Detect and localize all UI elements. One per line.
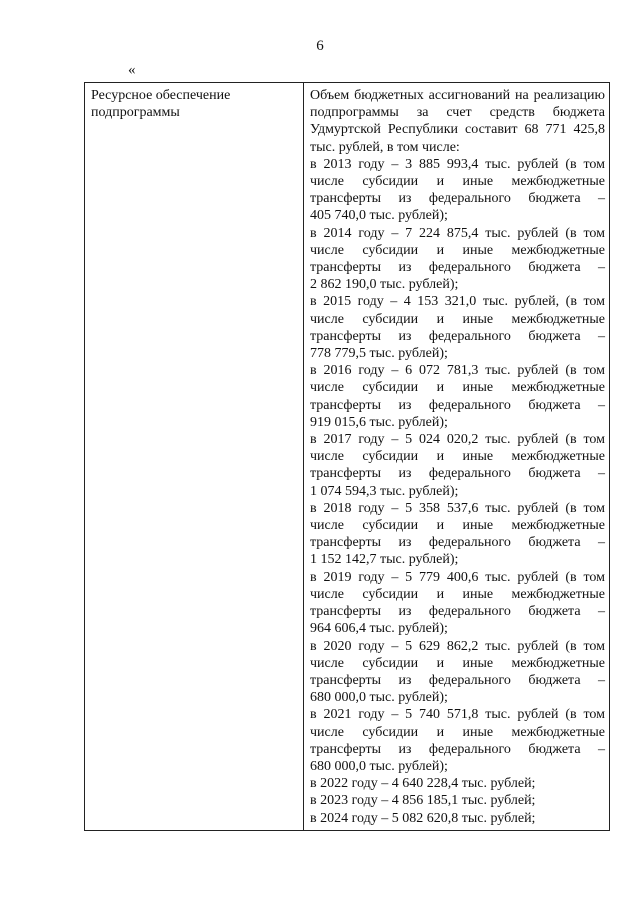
year-entry — [310, 156, 605, 225]
year-entry — [310, 569, 605, 638]
table-row — [85, 83, 610, 831]
row-label: Ресурсное обеспечение подпрограммы — [91, 88, 231, 121]
year-entry-line: числе субсидии и иные межбюджетные — [310, 518, 605, 534]
year-entry-line: трансферты из федерального бюджета – — [310, 328, 605, 344]
opening-quote-mark: « — [128, 62, 136, 78]
year-entry — [310, 638, 605, 707]
year-entry — [310, 293, 605, 362]
year-entry-simple: в 2022 году – 4 640 228,4 тыс. рублей; — [310, 776, 536, 792]
row-label-cell — [85, 83, 304, 831]
year-entry-line: числе субсидии и иные межбюджетные — [310, 655, 605, 671]
year-entry-line: числе субсидии и иные межбюджетные — [310, 174, 605, 190]
year-entry-tail: 2 862 190,0 тыс. рублей); — [310, 277, 459, 293]
year-entry-line: числе субсидии и иные межбюджетные — [310, 380, 605, 396]
year-entry-line: трансферты из федерального бюджета – — [310, 672, 605, 688]
simple-year-list — [310, 775, 605, 827]
year-entry-tail: 1 152 142,7 тыс. рублей); — [310, 552, 459, 568]
year-entry — [310, 431, 605, 500]
year-entry-line: трансферты из федерального бюджета – — [310, 604, 605, 620]
year-entry-tail: 964 606,4 тыс. рублей); — [310, 621, 448, 637]
year-entry-lead: в 2019 году – 5 779 400,6 тыс. рублей (в том — [310, 569, 605, 585]
year-entry-line: числе субсидии и иные межбюджетные — [310, 311, 605, 327]
year-entry-tail: 1 074 594,3 тыс. рублей); — [310, 483, 459, 499]
year-entry — [310, 706, 605, 775]
year-entry-lead: в 2015 году – 4 153 321,0 тыс. рублей, (в том — [310, 294, 605, 310]
year-list — [310, 156, 605, 775]
funding-intro: Объем бюджетных ассигнований на реализацию подпрограммы за счет средств бюджета Удмуртской Республики составит 68 771 425,8 тыс. рублей, в том числе: — [310, 88, 605, 155]
year-entry-tail: 680 000,0 тыс. рублей); — [310, 690, 448, 706]
row-content-cell — [304, 83, 610, 831]
year-entry-line: трансферты из федерального бюджета – — [310, 191, 605, 207]
year-entry-lead: в 2017 году – 5 024 020,2 тыс. рублей (в том — [310, 432, 605, 448]
year-entry-simple: в 2023 году – 4 856 185,1 тыс. рублей; — [310, 793, 536, 809]
year-entry-line: числе субсидии и иные межбюджетные — [310, 724, 605, 740]
year-entry-lead: в 2013 году – 3 885 993,4 тыс. рублей (в том — [310, 156, 605, 172]
year-entry — [310, 225, 605, 294]
year-entry-tail: 680 000,0 тыс. рублей); — [310, 758, 448, 774]
page-number: 6 — [316, 38, 324, 54]
year-entry-line: трансферты из федерального бюджета – — [310, 397, 605, 413]
year-entry-lead: в 2016 году – 6 072 781,3 тыс. рублей (в том — [310, 363, 605, 379]
resource-table — [84, 82, 610, 831]
year-entry-tail: 405 740,0 тыс. рублей); — [310, 208, 448, 224]
year-entry-lead: в 2014 году – 7 224 875,4 тыс. рублей (в том — [310, 225, 605, 241]
year-entry — [310, 362, 605, 431]
year-entry-line: трансферты из федерального бюджета – — [310, 535, 605, 551]
year-entry-lead: в 2020 году – 5 629 862,2 тыс. рублей (в том — [310, 638, 605, 654]
year-entry-line: числе субсидии и иные межбюджетные — [310, 449, 605, 465]
year-entry-line: числе субсидии и иные межбюджетные — [310, 242, 605, 258]
year-entry-line: числе субсидии и иные межбюджетные — [310, 586, 605, 602]
year-entry-line: трансферты из федерального бюджета – — [310, 260, 605, 276]
year-entry-tail: 778 779,5 тыс. рублей); — [310, 346, 448, 362]
year-entry-lead: в 2021 году – 5 740 571,8 тыс. рублей (в том — [310, 707, 605, 723]
year-entry-line: трансферты из федерального бюджета – — [310, 741, 605, 757]
year-entry-tail: 919 015,6 тыс. рублей); — [310, 414, 448, 430]
year-entry — [310, 500, 605, 569]
year-entry-line: трансферты из федерального бюджета – — [310, 466, 605, 482]
year-entry-lead: в 2018 году – 5 358 537,6 тыс. рублей (в том — [310, 500, 605, 516]
year-entry-simple: в 2024 году – 5 082 620,8 тыс. рублей; — [310, 810, 536, 826]
